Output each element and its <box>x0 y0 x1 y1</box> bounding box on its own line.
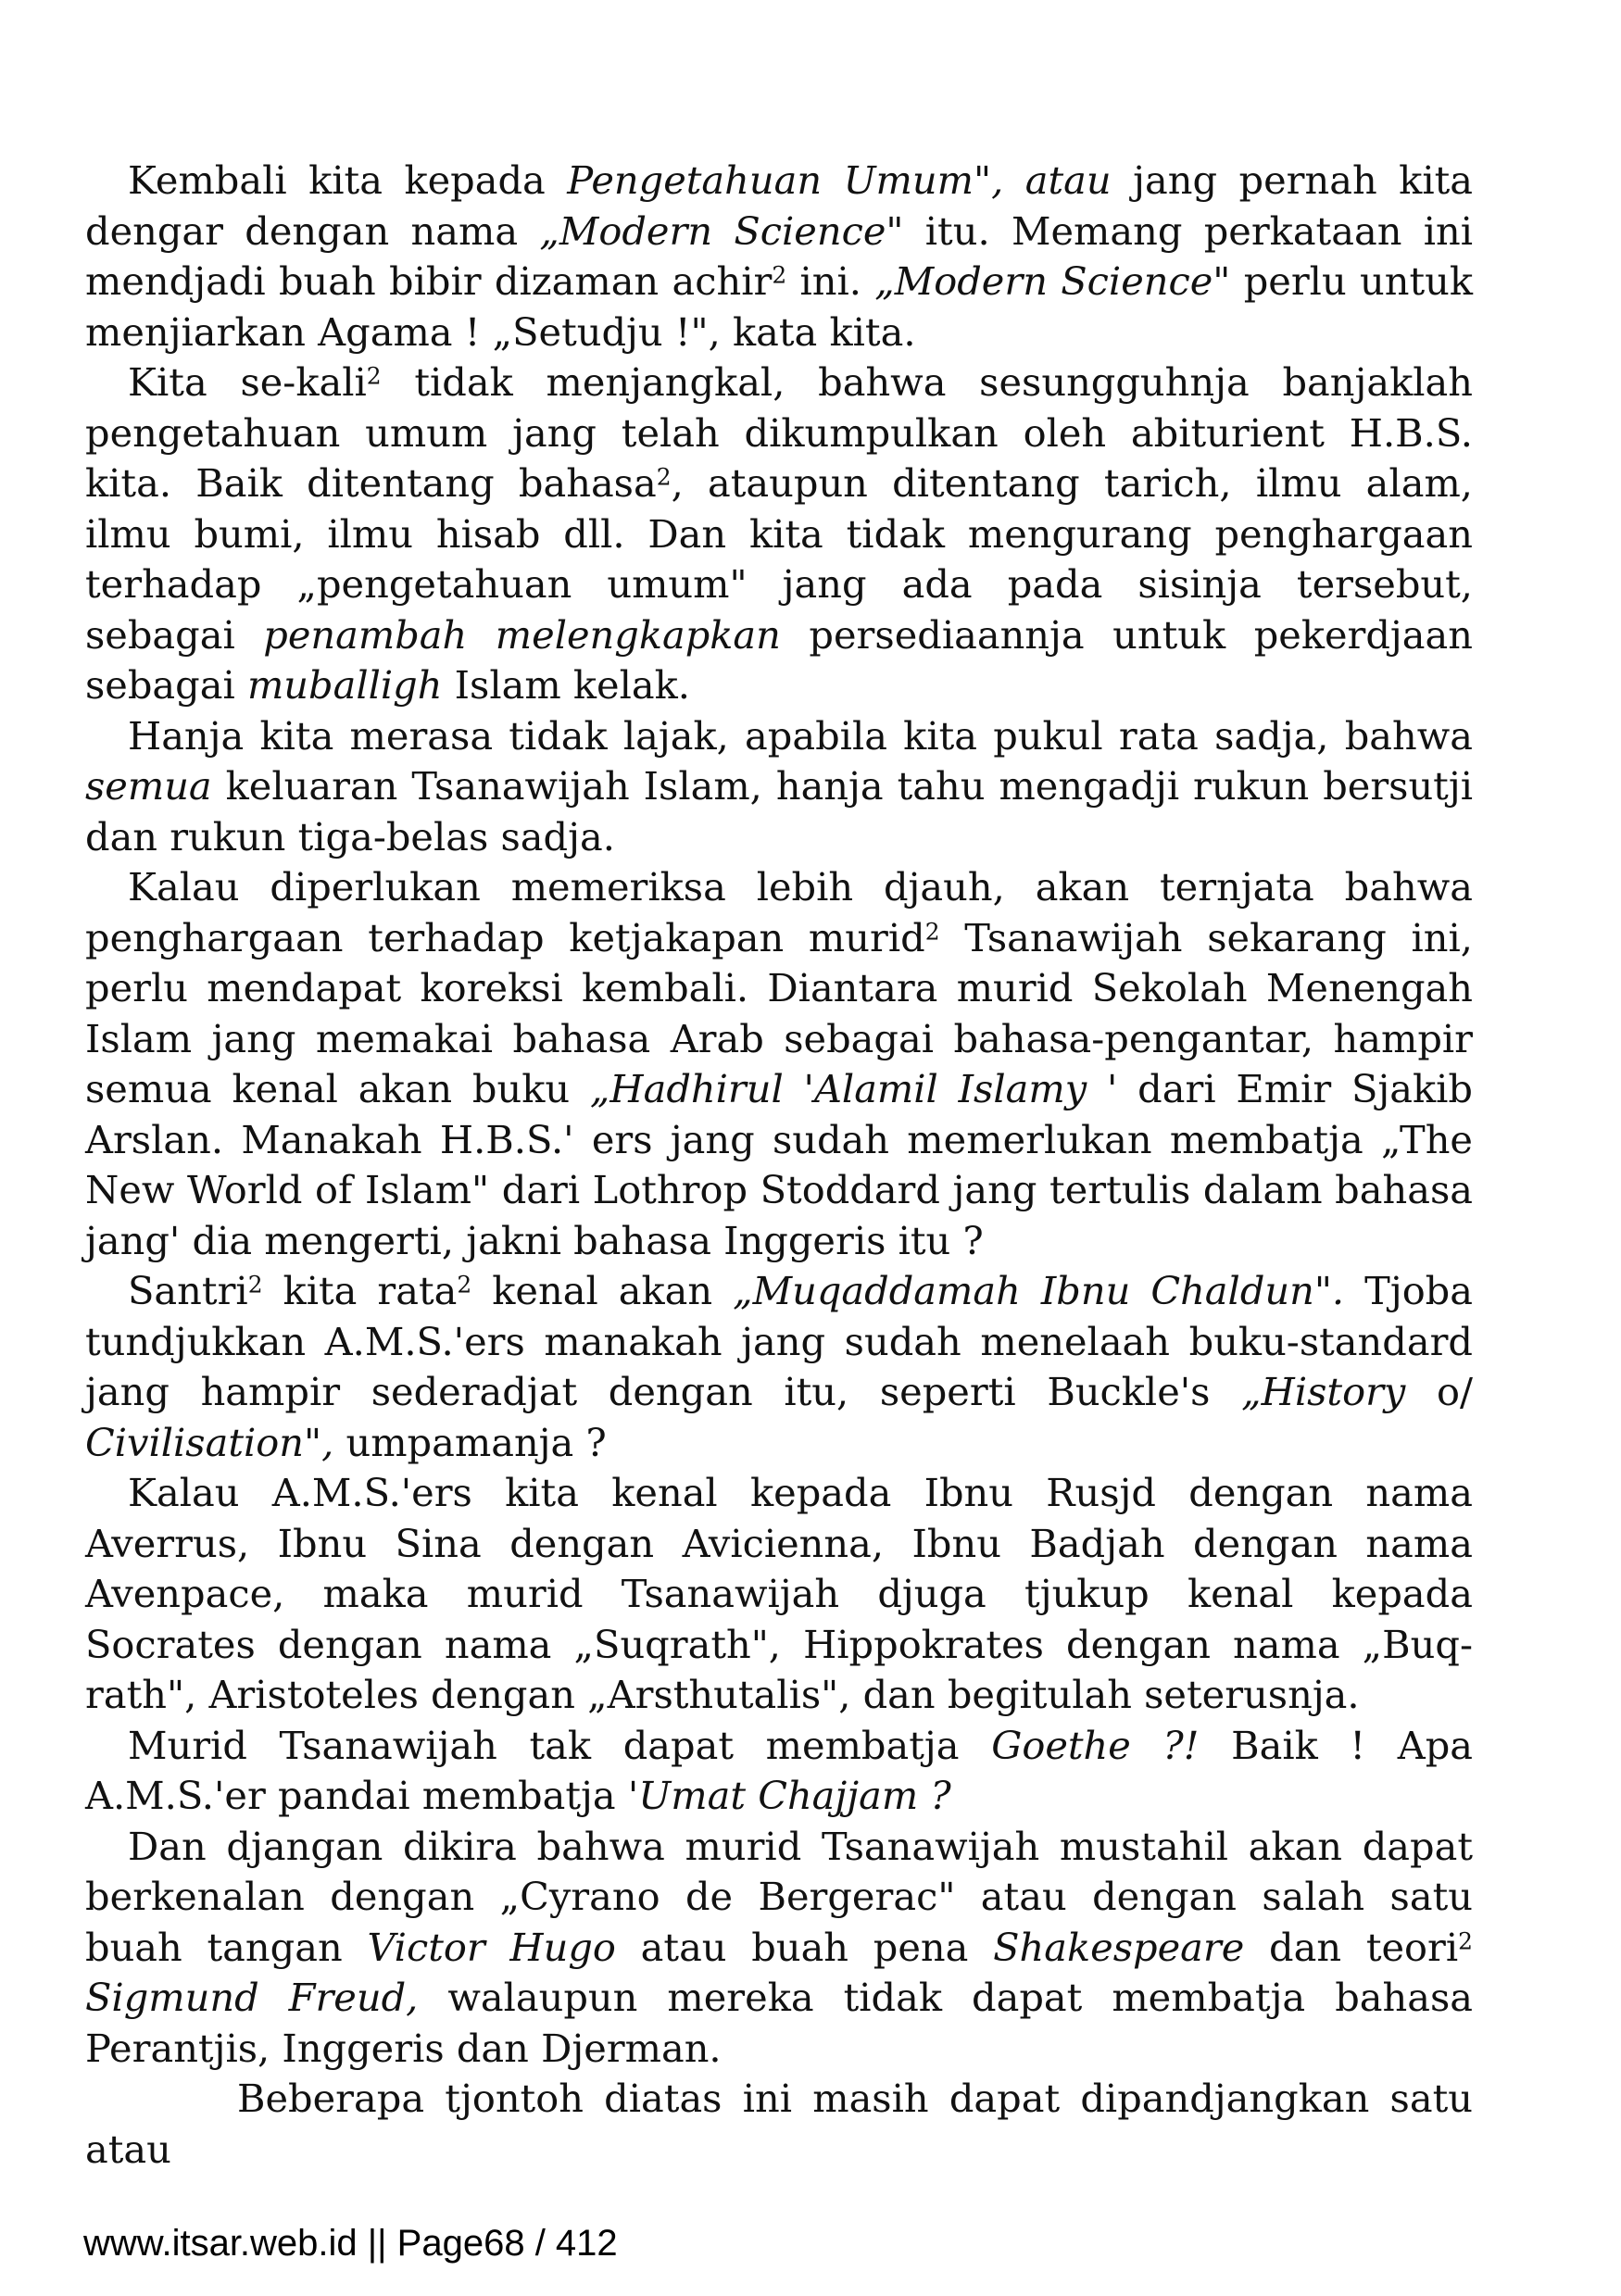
italic-text: „Modern Science" <box>874 258 1231 304</box>
paragraph <box>85 358 1473 711</box>
text-run: persediaannja untuk pekerdjaan sebagai <box>85 611 1474 708</box>
italic-text: Goethe ?! <box>991 1722 1200 1768</box>
text-run: , ataupun ditentang tarich, ilmu alam, ilmu bumi, ilmu hisab dll. Dan kita tidak mengurang penghargaan terhadap „pengetahuan umum" jang ada pada sisinja tersebut, sebagai <box>85 460 1473 658</box>
superscript-mark: 2 <box>772 261 787 289</box>
text-run: ini. <box>786 258 875 304</box>
italic-text: Civilisation", <box>85 1419 334 1465</box>
paragraph <box>85 1468 1473 1721</box>
superscript-mark: 2 <box>924 918 940 946</box>
paragraph <box>85 1266 1473 1468</box>
paragraph <box>85 1721 1473 1822</box>
text-run: umpamanja ? <box>333 1419 607 1465</box>
text-run: Beberapa tjontoh diatas ini masih dapat dipandjangkan satu atau <box>85 2076 1473 2172</box>
text-run: Kalau A.M.S.'ers kita kenal kepada Ibnu Rusjd dengan nama Averrus, Ibnu Sina dengan Avicienna, Ibnu Badjah dengan nama Avenpace, maka murid Tsanawijah djuga tjukup kenal kepada Socrates dengan nama „Suqrath", Hippokrates dengan nama „Buqrath", Aristoteles dengan „Arsthutalis", dan begitulah seterusnja. <box>85 1470 1473 1717</box>
text-run: Baik ! Apa A.M.S.'er pandai membatja ' <box>85 1722 1474 1818</box>
italic-text: „Modern Science" <box>539 207 904 254</box>
text-run: o/ <box>1405 1369 1473 1414</box>
superscript-mark: 2 <box>457 1271 472 1299</box>
italic-text: Sigmund Freud, <box>85 1975 419 2020</box>
text-run: Tjoba tundjukkan A.M.S.'ers manakah jang sudah menelaah buku-standard jang hampir sederadjat dengan itu, seperti Buckle's <box>85 1268 1473 1414</box>
paragraph <box>85 156 1473 358</box>
paragraph <box>85 711 1473 863</box>
text-run: Dan djangan dikira bahwa murid Tsanawijah mustahil akan dapat berkenalan dengan „Cyrano de Bergerac" atau dengan salah satu buah tangan <box>85 1823 1473 1970</box>
italic-text: Pengetahuan Umum", atau <box>567 157 1112 203</box>
paragraph <box>85 862 1473 1266</box>
text-run: Santri <box>128 1268 248 1313</box>
text-run: Tsanawijah sekarang ini, perlu mendapat koreksi kembali. Diantara murid Sekolah Menengah Islam jang memakai bahasa Arab sebagai bahasa-pengantar, hampir semua kenal akan buku <box>85 914 1473 1111</box>
superscript-mark: 2 <box>1458 1927 1473 1955</box>
text-run: dan teori <box>1244 1924 1459 1970</box>
text-run: tidak menjangkal, bahwa sesungguhnja banjaklah pengetahuan umum jang telah dikumpulkan oleh abiturient H.B.S. kita. Baik ditentang bahasa <box>85 359 1473 506</box>
text-run: keluaran Tsanawijah Islam, hanja tahu mengadji rukun bersutji dan rukun tiga-belas sadja. <box>85 763 1473 859</box>
italic-text: semua <box>85 763 212 809</box>
text-run: atau buah pena <box>615 1924 994 1970</box>
italic-text: Umat Chajjam ? <box>638 1773 951 1818</box>
text-run: walaupun mereka tidak dapat membatja bahasa Perantjis, Inggeris dan Djerman. <box>85 1975 1474 2071</box>
italic-text: „History <box>1241 1369 1406 1414</box>
text-run: jang pernah kita dengar dengan nama <box>85 157 1474 254</box>
text-run: Kembali kita kepada <box>128 157 568 203</box>
italic-text: „Muqaddamah Ibnu Chaldun". <box>733 1268 1345 1313</box>
text-run: Hanja kita merasa tidak lajak, apabila kita pukul rata sadja, bahwa <box>128 712 1473 759</box>
superscript-mark: 2 <box>247 1271 263 1299</box>
paragraph <box>85 2074 1473 2175</box>
page-footer: www.itsar.web.id || Page68 / 412 <box>83 2223 618 2264</box>
superscript-mark: 2 <box>656 463 672 491</box>
italic-text: Shakespeare <box>993 1924 1245 1970</box>
text-run: kenal akan <box>471 1268 734 1313</box>
italic-text: muballigh <box>246 662 443 708</box>
text-run: kita rata <box>262 1268 458 1313</box>
superscript-mark: 2 <box>366 362 382 390</box>
text-run: dari Emir Sjakib Arslan. Manakah H.B.S.' ers jang sudah memerlukan membatja „The New World of Islam" dari Lothrop Stoddard jang tertulis dalam bahasa jang' dia mengerti, jakni bahasa Inggeris itu ? <box>85 1066 1473 1263</box>
text-run: Kalau diperlukan memeriksa lebih djauh, akan ternjata bahwa penghargaan terhadap ketjakapan murid <box>85 864 1473 960</box>
italic-text: Victor Hugo <box>367 1924 616 1970</box>
text-run: Murid Tsanawijah tak dapat membatja <box>128 1722 992 1768</box>
text-run: Kita se-kali <box>128 359 367 405</box>
italic-text: „Hadhirul 'Alamil Islamy ' <box>589 1066 1118 1111</box>
text-run: itu. Memang perkataan ini mendjadi buah bibir dizaman achir <box>85 207 1474 304</box>
body-text <box>85 156 1473 2175</box>
italic-text: penambah melengkapkan <box>263 611 781 658</box>
text-run: perlu untuk menjiarkan Agama ! „Setudju !", kata kita. <box>85 258 1474 355</box>
paragraph <box>85 1822 1473 2075</box>
text-run: Islam kelak. <box>442 662 690 708</box>
